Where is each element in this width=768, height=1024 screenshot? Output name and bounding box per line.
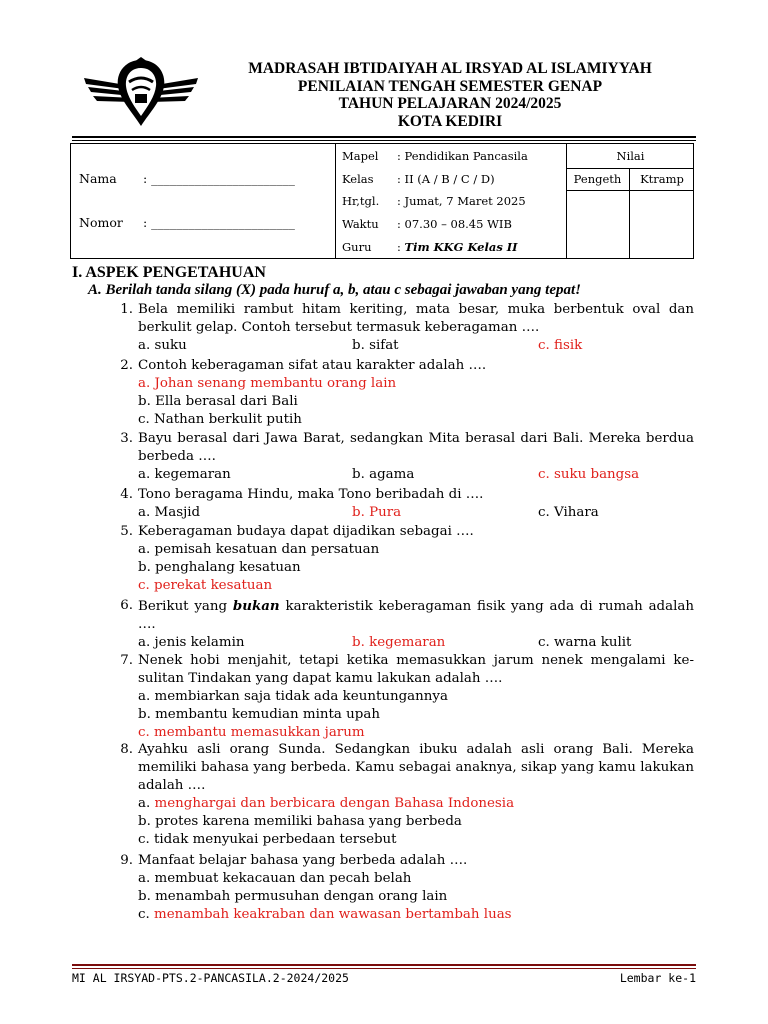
student-info-table xyxy=(70,143,694,259)
ktramp-header: Ktramp xyxy=(640,172,684,186)
option-c-prefix: c. xyxy=(138,907,155,922)
question-text: Ayahku asli orang Sunda. Sedangkan ibuku adalah asli orang Bali. Mereka memiliki bahasa yang berbeda. Kamu sebagai anaknya, sikap yang kamu lakukan adalah …. xyxy=(138,742,694,793)
guru-value: Tim KKG Kelas II xyxy=(404,240,518,254)
option-c[interactable]: c. perekat kesatuan xyxy=(138,578,273,593)
hrtgl-value: : Jumat, 7 Maret 2025 xyxy=(397,194,526,208)
option-c[interactable]: c. fisik xyxy=(538,338,583,353)
school-name: MADRASAH IBTIDAIYAH AL IRSYAD AL ISLAMIYYAH xyxy=(248,60,652,77)
answer-options xyxy=(138,795,694,849)
waktu-value: : 07.30 – 08.45 WIB xyxy=(397,217,512,231)
option-a[interactable] xyxy=(138,795,694,813)
question-text-pre: Berikut yang xyxy=(138,599,233,614)
option-b[interactable]: b. agama xyxy=(352,467,415,482)
table-divider xyxy=(566,190,693,191)
question-text: Nenek hobi menjahit, tetapi ketika memasukkan jarum nenek mengalami ke-sulitan Tindakan yang dapat kamu lakukan adalah …. xyxy=(138,653,694,686)
option-c[interactable]: c. Nathan berkulit putih xyxy=(138,412,302,427)
question-text xyxy=(138,597,694,634)
section-title: I. ASPEK PENGETAHUAN xyxy=(72,264,266,281)
footer-page-number: Lembar ke-1 xyxy=(619,971,696,985)
question-number: 6. xyxy=(120,598,133,613)
header-rule-thin xyxy=(72,140,696,141)
waktu-label: Waktu xyxy=(342,217,379,231)
question-text-post: karakteristik keberagaman fisik yang ada di rumah adalah …. xyxy=(138,599,694,632)
option-b[interactable]: b. penghalang kesatuan xyxy=(138,560,301,575)
pengeth-header: Pengeth xyxy=(573,172,622,186)
kelas-label: Kelas xyxy=(342,172,374,186)
question-text: Bayu berasal dari Jawa Barat, sedangkan Mita berasal dari Bali. Mereka berdua berbeda …. xyxy=(138,431,694,464)
question-item xyxy=(109,652,694,742)
option-a[interactable]: a. kegemaran xyxy=(138,467,231,482)
option-b[interactable]: b. menambah permusuhan dengan orang lain xyxy=(138,889,448,904)
question-item xyxy=(109,597,694,652)
nomor-label: Nomor xyxy=(79,215,123,230)
question-item xyxy=(109,430,694,484)
option-b[interactable]: b. membantu kemudian minta upah xyxy=(138,707,380,722)
answer-options xyxy=(138,466,694,484)
guru-value-wrap xyxy=(397,240,518,254)
option-c[interactable]: c. membantu memasukkan jarum xyxy=(138,725,365,740)
answer-options xyxy=(138,688,694,742)
option-c[interactable] xyxy=(138,906,694,924)
question-number: 4. xyxy=(120,487,133,502)
option-b[interactable]: b. Pura xyxy=(352,505,402,520)
option-c[interactable]: c. warna kulit xyxy=(538,635,632,650)
question-item xyxy=(109,523,694,595)
question-text: Manfaat belajar bahasa yang berbeda adalah …. xyxy=(138,853,468,868)
table-divider xyxy=(335,144,336,258)
option-a[interactable]: a. membuat kekacauan dan pecah belah xyxy=(138,871,412,886)
instruction-text: A. Berilah tanda silang (X) pada huruf a, b, atau c sebagai jawaban yang tepat! xyxy=(88,282,581,298)
question-text-emphasis: bukan xyxy=(232,598,280,614)
answer-options xyxy=(138,504,694,522)
mapel-value: : Pendidikan Pancasila xyxy=(397,149,528,163)
question-text: Keberagaman budaya dapat dijadikan sebagai …. xyxy=(138,524,474,539)
question-item xyxy=(109,741,694,849)
option-a[interactable]: a. Johan senang membantu orang lain xyxy=(138,376,397,391)
answer-options xyxy=(138,375,694,429)
option-c[interactable]: c. tidak menyukai perbedaan tersebut xyxy=(138,832,397,847)
option-b[interactable]: b. Ella berasal dari Bali xyxy=(138,394,298,409)
option-c-text: menambah keakraban dan wawasan bertambah luas xyxy=(154,907,512,922)
question-number: 8. xyxy=(120,742,133,757)
guru-label: Guru xyxy=(342,240,372,254)
nama-label: Nama xyxy=(79,171,117,186)
school-logo-emblem xyxy=(82,56,200,128)
nilai-header: Nilai xyxy=(616,149,645,163)
kelas-value: : II (A / B / C / D) xyxy=(397,172,495,186)
question-number: 9. xyxy=(120,853,133,868)
option-a[interactable]: a. jenis kelamin xyxy=(138,635,245,650)
question-number: 2. xyxy=(120,358,133,373)
mapel-label: Mapel xyxy=(342,149,379,163)
hrtgl-label: Hr,tgl. xyxy=(342,194,380,208)
answer-options xyxy=(138,541,694,595)
option-a[interactable]: a. membiarkan saja tidak ada keuntungannya xyxy=(138,689,448,704)
question-number: 5. xyxy=(120,524,133,539)
option-c[interactable]: c. Vihara xyxy=(538,505,599,520)
question-item xyxy=(109,301,694,355)
city-name: KOTA KEDIRI xyxy=(397,112,503,130)
table-divider xyxy=(566,168,693,169)
question-text: Tono beragama Hindu, maka Tono beribadah di …. xyxy=(138,487,484,502)
footer-rule-thin xyxy=(72,968,696,969)
question-number: 3. xyxy=(120,431,133,446)
answer-options xyxy=(138,870,694,924)
question-item xyxy=(109,852,694,924)
question-item xyxy=(109,486,694,522)
question-text: Contoh keberagaman sifat atau karakter adalah …. xyxy=(138,358,487,373)
guru-colon: : xyxy=(397,240,405,254)
footer-document-code: MI AL IRSYAD-PTS.2-PANCASILA.2-2024/2025 xyxy=(72,971,349,985)
answer-options xyxy=(138,634,694,652)
question-text: Bela memiliki rambut hitam keriting, mata besar, muka berbentuk oval dan berkulit gelap. Contoh tersebut termasuk keberagaman …. xyxy=(138,302,694,335)
footer-rule-thick xyxy=(72,964,696,966)
option-a[interactable]: a. suku xyxy=(138,338,187,353)
question-item xyxy=(109,357,694,429)
answer-options xyxy=(138,337,694,355)
option-c[interactable]: c. suku bangsa xyxy=(538,467,640,482)
option-a-text: menghargai dan berbicara dengan Bahasa Indonesia xyxy=(154,796,515,811)
option-a-prefix: a. xyxy=(138,796,155,811)
nomor-field[interactable]: : _______________________ xyxy=(143,215,295,230)
exam-header xyxy=(205,60,695,130)
option-b[interactable]: b. kegemaran xyxy=(352,635,446,650)
option-a[interactable]: a. pemisah kesatuan dan persatuan xyxy=(138,542,380,557)
nama-field[interactable]: : _______________________ xyxy=(143,171,295,186)
header-rule-thick xyxy=(72,136,696,138)
exam-title: PENILAIAN TENGAH SEMESTER GENAP xyxy=(297,77,603,95)
option-b[interactable]: b. sifat xyxy=(352,338,399,353)
question-number: 1. xyxy=(120,302,133,317)
option-b[interactable]: b. protes karena memiliki bahasa yang berbeda xyxy=(138,814,462,829)
academic-year: TAHUN PELAJARAN 2024/2025 xyxy=(338,95,562,112)
option-a[interactable]: a. Masjid xyxy=(138,505,201,520)
question-number: 7. xyxy=(120,653,133,668)
